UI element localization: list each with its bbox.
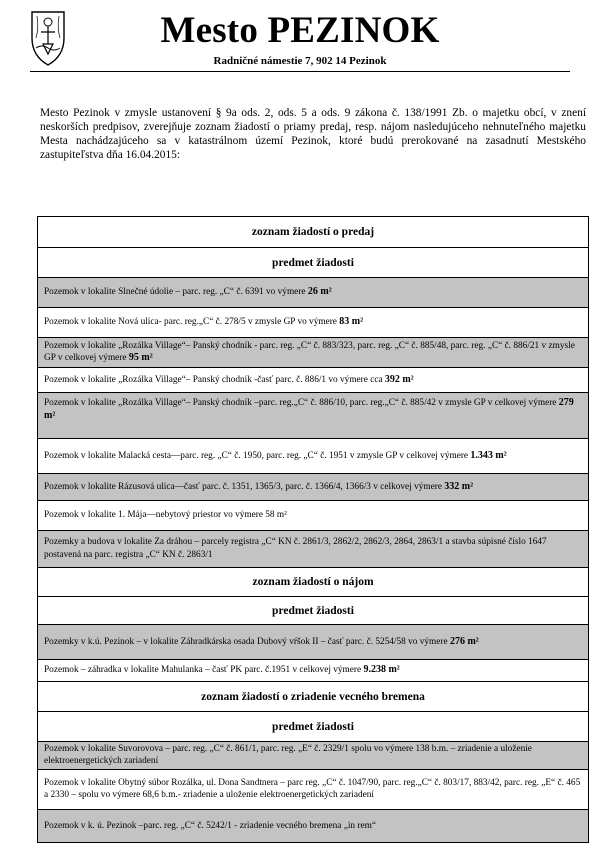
section-title-sale: zoznam žiadostí o predaj [38, 217, 588, 248]
city-address: Radničné námestie 7, 902 14 Pezinok [213, 55, 387, 67]
table-row [38, 501, 588, 531]
requests-table [37, 216, 589, 843]
section-title-lease: zoznam žiadostí o nájom [38, 568, 588, 597]
row-text: Pozemok v lokalite „Rozálka Village“– Panský chodník -časť parc. č. 886/1 vo výmere cca [44, 374, 385, 385]
row-text: Pozemok v lokalite Suvorovova – parc. reg. „C“ č. 861/1, parc. reg. „E“ č. 2329/1 spolu vo výmere 138 b.m. – zriadenie a uloženie elektroenergetických zariadení [44, 743, 532, 766]
table-row [38, 810, 588, 842]
row-text: Pozemok v lokalite Slnečné údolie – parc. reg. „C“ č. 6391 vo výmere [44, 287, 308, 298]
page-title: Mesto PEZINOK [160, 10, 440, 51]
table-row [38, 770, 588, 810]
table-row [38, 531, 588, 568]
table-row [38, 625, 588, 660]
row-text: Pozemok v lokalite „Rozálka Village“– Panský chodník - parc. reg. „C“ č. 883/323, parc. reg. „C“ č. 885/48, parc. reg. „C“ č. 886/21 v zmysle GP v celkovej výmere [44, 340, 575, 363]
section-title-easement: zoznam žiadostí o zriadenie vecného bremena [38, 682, 588, 712]
section-subtitle-easement: predmet žiadosti [38, 712, 588, 742]
row-area: 392 m² [384, 373, 414, 385]
row-text: Pozemok – záhradka v lokalite Mahulanka – časť PK parc. č.1951 v celkovej výmere [44, 665, 364, 676]
table-row [38, 338, 588, 368]
row-area: 332 m² [444, 480, 474, 492]
row-text: Pozemok v lokalite Rázusová ulica—časť parc. č. 1351, 1365/3, parc. č. 1366/4, 1366/3 v celkovej výmere [44, 481, 445, 492]
table-row [38, 660, 588, 682]
table-row [38, 278, 588, 308]
row-text: Pozemky v k.ú. Pezinok – v lokalite Záhradkárska osada Dubový vŕšok II – časť parc. č. 5254/58 vo výmere [44, 636, 450, 647]
header-divider [30, 71, 570, 72]
row-area: 95 m² [128, 352, 153, 363]
row-text: Pozemok v k. ú. Pezinok –parc. reg. „C“ č. 5242/1 - zriadenie vecného bremena „in rem“ [44, 820, 376, 831]
table-row [38, 439, 588, 474]
row-area: 276 m² [449, 635, 479, 647]
row-text: Pozemok v lokalite 1. Mája—nebytový priestor vo výmere 58 m² [44, 510, 287, 521]
row-area: 1.343 m² [470, 449, 507, 461]
table-row [38, 368, 588, 393]
row-text: Pozemky a budova v lokalite Za dráhou – parcely registra „C“ KN č. 2861/3, 2862/2, 2862/3, 2864, 2863/1 a stavba súpisné číslo 1647 postavená na parc. registra „C“ KN č. 2863/1 [44, 537, 547, 560]
table-row [38, 742, 588, 770]
section-subtitle-sale: predmet žiadosti [38, 248, 588, 278]
table-row [38, 308, 588, 338]
section-subtitle-lease: predmet žiadosti [38, 597, 588, 625]
row-text: Pozemok v lokalite Malacká cesta—parc. reg. „C“ č. 1950, parc. reg. „C“ č. 1951 v zmysle GP v celkovej výmere [44, 450, 471, 461]
row-area: 26 m² [307, 286, 332, 298]
intro-paragraph: Mesto Pezinok v zmysle ustanovení § 9a ods. 2, ods. 5 a ods. 9 zákona č. 138/1991 Zb. o majetku obcí, v znení neskorších predpisov, zverejňuje zoznam žiadostí o priamy predaj, resp. nájom nasledujúceho nehnuteľného majetku Mesta nachádzajúceho sa v katastrálnom území Pezinok, ktoré budú prerokované na zasadnutí Mestského zastupiteľstva dňa 16.04.2015: [40, 107, 586, 161]
document-header [0, 0, 600, 80]
row-text: Pozemok v lokalite „Rozálka Village“– Panský chodník –parc. reg.„C“ č. 886/10, parc. reg.„C“ č. 885/42 v zmysle GP v celkovej výmere [44, 398, 559, 408]
row-text: Pozemok v lokalite Nová ulica- parc. reg.„C“ č. 278/5 v zmysle GP vo výmere [44, 317, 340, 328]
row-area: 9.238 m² [363, 664, 400, 676]
table-row [38, 393, 588, 439]
row-text: Pozemok v lokalite Obytný súbor Rozálka, ul. Dona Sandtnera – parc reg. „C“ č. 1047/90, parc. reg.„C“ č. 803/17, 883/42, parc. reg. „E“ č. 465 a 2330 – spolu vo výmere 68,6 b.m.- zriadenie a uloženie elektroenergetických zariadení [44, 777, 581, 800]
table-row [38, 474, 588, 501]
row-area: 83 m² [339, 316, 364, 328]
row-area: 279 m² [44, 397, 574, 421]
